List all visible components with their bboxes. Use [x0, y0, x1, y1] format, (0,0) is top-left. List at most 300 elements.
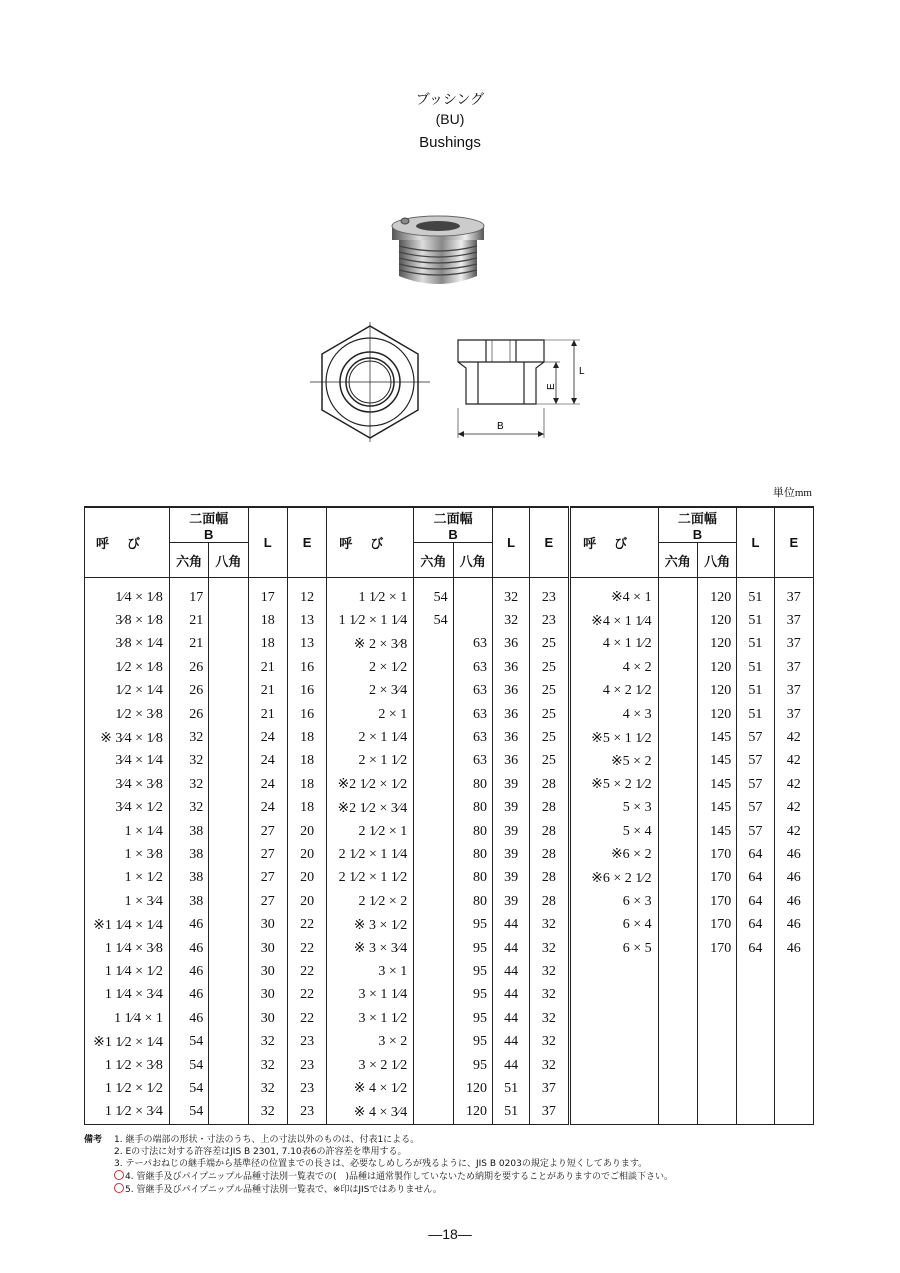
oct-width-cell: 95: [453, 960, 492, 983]
oct-width-cell: 145: [697, 820, 736, 843]
oct-width-cell: [209, 773, 248, 796]
nominal-cell: 3 × 1 1⁄2: [327, 1007, 414, 1030]
nominal-cell: ※ 3⁄4 × 1⁄8: [85, 726, 170, 749]
L-cell: [737, 1007, 774, 1030]
E-cell: 32: [530, 1030, 569, 1053]
hex-width-cell: [414, 750, 453, 773]
side-view-drawing: [448, 328, 590, 440]
L-cell: 27: [248, 890, 287, 913]
L-cell: 64: [737, 843, 774, 866]
oct-width-cell: [697, 1030, 736, 1053]
L-cell: 64: [737, 890, 774, 913]
oct-width-cell: [453, 578, 492, 610]
table-row: [85, 1030, 814, 1053]
hex-width-cell: [414, 1007, 453, 1030]
L-cell: 21: [248, 656, 287, 679]
E-cell: 37: [530, 1101, 569, 1125]
hex-width-cell: 54: [169, 1054, 208, 1077]
E-cell: 28: [530, 773, 569, 796]
nominal-cell: ※4 × 1 1⁄4: [569, 609, 658, 632]
oct-width-cell: [697, 984, 736, 1007]
E-cell: 23: [287, 1077, 326, 1100]
E-cell: 16: [287, 703, 326, 726]
nominal-cell: 2 × 3⁄4: [327, 680, 414, 703]
hex-width-cell: [658, 1101, 697, 1125]
L-cell: 17: [248, 578, 287, 610]
nominal-cell: ※6 × 2 1⁄2: [569, 867, 658, 890]
hex-width-cell: [414, 867, 453, 890]
L-cell: 30: [248, 984, 287, 1007]
L-cell: 24: [248, 797, 287, 820]
oct-width-cell: 120: [453, 1077, 492, 1100]
E-cell: 16: [287, 656, 326, 679]
page-number: —18—: [428, 1226, 472, 1242]
nominal-cell: 1⁄2 × 1⁄4: [85, 680, 170, 703]
L-cell: 57: [737, 773, 774, 796]
header-L-1: L: [248, 507, 287, 578]
nominal-cell: 1 1⁄2 × 1: [327, 578, 414, 610]
hex-width-cell: [414, 984, 453, 1007]
L-cell: 27: [248, 843, 287, 866]
oct-width-cell: 63: [453, 726, 492, 749]
hex-width-cell: 32: [169, 750, 208, 773]
nominal-cell: ※2 1⁄2 × 1⁄2: [327, 773, 414, 796]
oct-width-cell: [697, 960, 736, 983]
L-cell: 44: [492, 1054, 529, 1077]
oct-width-cell: 120: [697, 633, 736, 656]
nominal-cell: ※6 × 2: [569, 843, 658, 866]
L-cell: 57: [737, 820, 774, 843]
E-cell: 28: [530, 843, 569, 866]
oct-width-cell: 145: [697, 773, 736, 796]
oct-width-cell: [209, 633, 248, 656]
oct-width-cell: [209, 867, 248, 890]
header-E-3: E: [774, 507, 813, 578]
nominal-cell: [569, 984, 658, 1007]
hex-width-cell: [658, 913, 697, 936]
oct-width-cell: 63: [453, 656, 492, 679]
hex-width-cell: [414, 680, 453, 703]
hex-width-cell: [414, 726, 453, 749]
L-cell: 51: [492, 1077, 529, 1100]
E-cell: [774, 984, 813, 1007]
L-cell: 36: [492, 726, 529, 749]
E-cell: 22: [287, 1007, 326, 1030]
L-cell: 44: [492, 1007, 529, 1030]
hex-width-cell: [414, 937, 453, 960]
nominal-cell: [569, 1077, 658, 1100]
nominal-cell: 3⁄8 × 1⁄4: [85, 633, 170, 656]
header-hex-1: 六角: [169, 543, 208, 578]
hex-width-cell: [414, 1101, 453, 1125]
E-cell: 28: [530, 890, 569, 913]
E-cell: 25: [530, 656, 569, 679]
nominal-cell: 2 1⁄2 × 2: [327, 890, 414, 913]
hex-width-cell: [414, 633, 453, 656]
nominal-cell: 3⁄4 × 1⁄2: [85, 797, 170, 820]
hex-width-cell: 21: [169, 609, 208, 632]
E-cell: 32: [530, 1054, 569, 1077]
table-row: [85, 1054, 814, 1077]
E-cell: 32: [530, 960, 569, 983]
oct-width-cell: [209, 656, 248, 679]
oct-width-cell: 80: [453, 820, 492, 843]
L-cell: 57: [737, 797, 774, 820]
oct-width-cell: 145: [697, 797, 736, 820]
L-cell: 57: [737, 750, 774, 773]
L-cell: 57: [737, 726, 774, 749]
E-cell: 22: [287, 984, 326, 1007]
L-cell: 30: [248, 937, 287, 960]
hex-width-cell: [414, 773, 453, 796]
E-cell: 46: [774, 937, 813, 960]
L-cell: 39: [492, 843, 529, 866]
nominal-cell: 1 1⁄2 × 3⁄4: [85, 1101, 170, 1125]
dim-label-L: L: [579, 366, 585, 377]
hex-width-cell: [414, 843, 453, 866]
E-cell: 28: [530, 797, 569, 820]
nominal-cell: 1 1⁄4 × 1: [85, 1007, 170, 1030]
L-cell: 39: [492, 820, 529, 843]
E-cell: 20: [287, 867, 326, 890]
nominal-cell: 1 × 1⁄4: [85, 820, 170, 843]
E-cell: 13: [287, 633, 326, 656]
oct-width-cell: [209, 1007, 248, 1030]
oct-width-cell: [209, 680, 248, 703]
nominal-cell: 1 × 3⁄4: [85, 890, 170, 913]
E-cell: 20: [287, 820, 326, 843]
L-cell: 32: [492, 609, 529, 632]
E-cell: 42: [774, 797, 813, 820]
E-cell: 42: [774, 820, 813, 843]
header-nominal-3: 呼び: [569, 507, 658, 578]
E-cell: 18: [287, 726, 326, 749]
hex-width-cell: [658, 867, 697, 890]
header-width-1: 二面幅 B: [169, 507, 248, 543]
E-cell: 22: [287, 960, 326, 983]
unit-label: 単位mm: [772, 487, 812, 499]
hex-width-cell: [658, 984, 697, 1007]
hex-width-cell: 54: [414, 578, 453, 610]
hex-width-cell: 46: [169, 913, 208, 936]
table-row: [85, 680, 814, 703]
oct-width-cell: 80: [453, 797, 492, 820]
hex-width-cell: 26: [169, 656, 208, 679]
hex-width-cell: [414, 656, 453, 679]
hex-width-cell: [658, 1030, 697, 1053]
nominal-cell: 1⁄2 × 3⁄8: [85, 703, 170, 726]
oct-width-cell: [697, 1054, 736, 1077]
nominal-cell: 3⁄4 × 3⁄8: [85, 773, 170, 796]
table-row: [85, 609, 814, 632]
E-cell: 32: [530, 913, 569, 936]
E-cell: 37: [774, 703, 813, 726]
header-nominal-2: 呼び: [327, 507, 414, 578]
oct-width-cell: 170: [697, 890, 736, 913]
nominal-cell: ※1 1⁄4 × 1⁄4: [85, 913, 170, 936]
notes-section: [84, 1134, 673, 1196]
table-row: [85, 984, 814, 1007]
oct-width-cell: [209, 797, 248, 820]
hex-width-cell: [658, 890, 697, 913]
nominal-cell: 3⁄4 × 1⁄4: [85, 750, 170, 773]
note-item: 5. 管継手及びパイプニップル品種寸法別一覧表で、※印はJISではありません。: [114, 1183, 673, 1196]
L-cell: 18: [248, 609, 287, 632]
E-cell: 18: [287, 797, 326, 820]
L-cell: 51: [737, 633, 774, 656]
oct-width-cell: [209, 578, 248, 610]
header-width-2: 二面幅 B: [414, 507, 493, 543]
oct-width-cell: [209, 1077, 248, 1100]
nominal-cell: 1 1⁄2 × 3⁄8: [85, 1054, 170, 1077]
nominal-cell: 2 × 1 1⁄4: [327, 726, 414, 749]
table-row: [85, 960, 814, 983]
hex-width-cell: [658, 726, 697, 749]
hex-width-cell: 38: [169, 820, 208, 843]
table-row: [85, 820, 814, 843]
oct-width-cell: 80: [453, 773, 492, 796]
L-cell: 32: [248, 1101, 287, 1125]
table-row: [85, 843, 814, 866]
oct-width-cell: 120: [697, 656, 736, 679]
nominal-cell: 3 × 1: [327, 960, 414, 983]
hex-width-cell: [658, 937, 697, 960]
E-cell: 22: [287, 913, 326, 936]
E-cell: [774, 1030, 813, 1053]
hex-width-cell: [414, 1077, 453, 1100]
header-hex-2: 六角: [414, 543, 453, 578]
oct-width-cell: [209, 726, 248, 749]
nominal-cell: 1 1⁄4 × 3⁄8: [85, 937, 170, 960]
E-cell: 37: [774, 578, 813, 610]
nominal-cell: ※5 × 2 1⁄2: [569, 773, 658, 796]
table-row: [85, 913, 814, 936]
table-row: [85, 1077, 814, 1100]
E-cell: 23: [530, 578, 569, 610]
oct-width-cell: [209, 984, 248, 1007]
nominal-cell: ※ 4 × 3⁄4: [327, 1101, 414, 1125]
L-cell: 30: [248, 913, 287, 936]
product-code: (BU): [435, 111, 465, 127]
hex-width-cell: [414, 913, 453, 936]
E-cell: 22: [287, 937, 326, 960]
nominal-cell: 6 × 4: [569, 913, 658, 936]
L-cell: 32: [248, 1030, 287, 1053]
L-cell: 30: [248, 960, 287, 983]
oct-width-cell: [209, 609, 248, 632]
hex-width-cell: [658, 680, 697, 703]
header-width-3: 二面幅 B: [658, 507, 737, 543]
nominal-cell: 1 1⁄4 × 1⁄2: [85, 960, 170, 983]
oct-width-cell: [453, 609, 492, 632]
hex-width-cell: 54: [414, 609, 453, 632]
hex-width-cell: [414, 797, 453, 820]
hex-width-cell: [658, 578, 697, 610]
oct-width-cell: 95: [453, 1054, 492, 1077]
hex-width-cell: [414, 820, 453, 843]
table-row: [85, 703, 814, 726]
nominal-cell: [569, 1030, 658, 1053]
hex-width-cell: 17: [169, 578, 208, 610]
E-cell: 23: [287, 1054, 326, 1077]
L-cell: 64: [737, 867, 774, 890]
E-cell: 46: [774, 867, 813, 890]
E-cell: 16: [287, 680, 326, 703]
bushing-photo: [385, 212, 491, 286]
nominal-cell: ※4 × 1: [569, 578, 658, 610]
L-cell: 64: [737, 913, 774, 936]
nominal-cell: ※ 2 × 3⁄8: [327, 633, 414, 656]
E-cell: 25: [530, 726, 569, 749]
L-cell: 51: [492, 1101, 529, 1125]
oct-width-cell: 95: [453, 913, 492, 936]
hex-width-cell: 54: [169, 1077, 208, 1100]
L-cell: 27: [248, 820, 287, 843]
nominal-cell: ※ 4 × 1⁄2: [327, 1077, 414, 1100]
L-cell: 39: [492, 773, 529, 796]
oct-width-cell: 63: [453, 703, 492, 726]
oct-width-cell: [697, 1077, 736, 1100]
E-cell: 28: [530, 820, 569, 843]
hex-width-cell: [658, 750, 697, 773]
nominal-cell: 6 × 3: [569, 890, 658, 913]
title-english: Bushings: [419, 134, 481, 151]
E-cell: 42: [774, 750, 813, 773]
L-cell: [737, 1054, 774, 1077]
nominal-cell: 4 × 2: [569, 656, 658, 679]
hex-width-cell: [658, 703, 697, 726]
nominal-cell: 1 1⁄2 × 1 1⁄4: [327, 609, 414, 632]
dim-label-E: E: [546, 383, 557, 390]
nominal-cell: [569, 1054, 658, 1077]
L-cell: 36: [492, 633, 529, 656]
hex-width-cell: 32: [169, 797, 208, 820]
E-cell: [774, 1077, 813, 1100]
header-hex-3: 六角: [658, 543, 697, 578]
nominal-cell: 4 × 3: [569, 703, 658, 726]
oct-width-cell: [209, 1054, 248, 1077]
E-cell: [774, 1054, 813, 1077]
L-cell: 32: [492, 578, 529, 610]
E-cell: 18: [287, 773, 326, 796]
table-row: [85, 750, 814, 773]
dim-label-B: B: [497, 421, 504, 432]
nominal-cell: 4 × 2 1⁄2: [569, 680, 658, 703]
note-item: 4. 管継手及びパイプニップル品種寸法別一覧表での( )品種は通常製作していないため納期を要することがありますのでご相談下さい。: [114, 1170, 673, 1183]
oct-width-cell: [697, 1007, 736, 1030]
nominal-cell: 1⁄4 × 1⁄8: [85, 578, 170, 610]
hex-width-cell: [658, 797, 697, 820]
table-row: [85, 726, 814, 749]
E-cell: 32: [530, 1007, 569, 1030]
nominal-cell: ※5 × 2: [569, 750, 658, 773]
title-japanese: ブッシング: [415, 91, 485, 107]
hex-width-cell: 46: [169, 937, 208, 960]
L-cell: [737, 960, 774, 983]
E-cell: 25: [530, 633, 569, 656]
nominal-cell: 2 × 1 1⁄2: [327, 750, 414, 773]
hex-width-cell: 32: [169, 773, 208, 796]
L-cell: [737, 1030, 774, 1053]
hex-width-cell: 26: [169, 703, 208, 726]
nominal-cell: 1 × 3⁄8: [85, 843, 170, 866]
oct-width-cell: 120: [697, 680, 736, 703]
E-cell: 46: [774, 843, 813, 866]
L-cell: [737, 1101, 774, 1125]
nominal-cell: 5 × 4: [569, 820, 658, 843]
bushing-dimension-table: [84, 506, 814, 1125]
L-cell: 32: [248, 1054, 287, 1077]
L-cell: 36: [492, 750, 529, 773]
L-cell: 51: [737, 680, 774, 703]
header-L-2: L: [492, 507, 529, 578]
oct-width-cell: [697, 1101, 736, 1125]
E-cell: 25: [530, 703, 569, 726]
hex-width-cell: [414, 703, 453, 726]
oct-width-cell: [209, 820, 248, 843]
nominal-cell: 1 × 1⁄2: [85, 867, 170, 890]
nominal-cell: 2 × 1: [327, 703, 414, 726]
E-cell: [774, 1007, 813, 1030]
nominal-cell: 3⁄8 × 1⁄8: [85, 609, 170, 632]
oct-width-cell: 80: [453, 890, 492, 913]
nominal-cell: ※2 1⁄2 × 3⁄4: [327, 797, 414, 820]
header-E-1: E: [287, 507, 326, 578]
header-L-3: L: [737, 507, 774, 578]
nominal-cell: 4 × 1 1⁄2: [569, 633, 658, 656]
circle-mark-icon: [114, 1183, 124, 1193]
note-item: 2. Eの寸法に対する許容差はJIS B 2301, 7.10表6の許容差を準用する。: [114, 1147, 407, 1157]
nominal-cell: 1 1⁄2 × 1⁄2: [85, 1077, 170, 1100]
hex-width-cell: [658, 656, 697, 679]
nominal-cell: 5 × 3: [569, 797, 658, 820]
hex-width-cell: [658, 773, 697, 796]
oct-width-cell: [209, 890, 248, 913]
table-row: [85, 1101, 814, 1125]
L-cell: 32: [248, 1077, 287, 1100]
L-cell: 27: [248, 867, 287, 890]
L-cell: 64: [737, 937, 774, 960]
note-item: 1. 継手の端部の形状・寸法のうち、上の寸法以外のものは、付表1による。: [114, 1135, 420, 1145]
oct-width-cell: [209, 750, 248, 773]
header-oct-1: 八角: [209, 543, 248, 578]
L-cell: 51: [737, 656, 774, 679]
L-cell: 44: [492, 1030, 529, 1053]
hex-width-cell: [414, 1030, 453, 1053]
hex-width-cell: 46: [169, 1007, 208, 1030]
E-cell: 25: [530, 750, 569, 773]
hex-width-cell: 54: [169, 1101, 208, 1125]
nominal-cell: [569, 1101, 658, 1125]
E-cell: 46: [774, 913, 813, 936]
table-row: [85, 937, 814, 960]
L-cell: 44: [492, 984, 529, 1007]
L-cell: 24: [248, 726, 287, 749]
circle-mark-icon: [114, 1170, 124, 1180]
nominal-cell: 3 × 2 1⁄2: [327, 1054, 414, 1077]
oct-width-cell: [209, 913, 248, 936]
header-E-2: E: [530, 507, 569, 578]
hex-width-cell: 21: [169, 633, 208, 656]
L-cell: 51: [737, 609, 774, 632]
oct-width-cell: 170: [697, 843, 736, 866]
hex-width-cell: 38: [169, 890, 208, 913]
E-cell: 12: [287, 578, 326, 610]
oct-width-cell: 95: [453, 984, 492, 1007]
oct-width-cell: 145: [697, 726, 736, 749]
E-cell: 37: [774, 656, 813, 679]
nominal-cell: 3 × 2: [327, 1030, 414, 1053]
